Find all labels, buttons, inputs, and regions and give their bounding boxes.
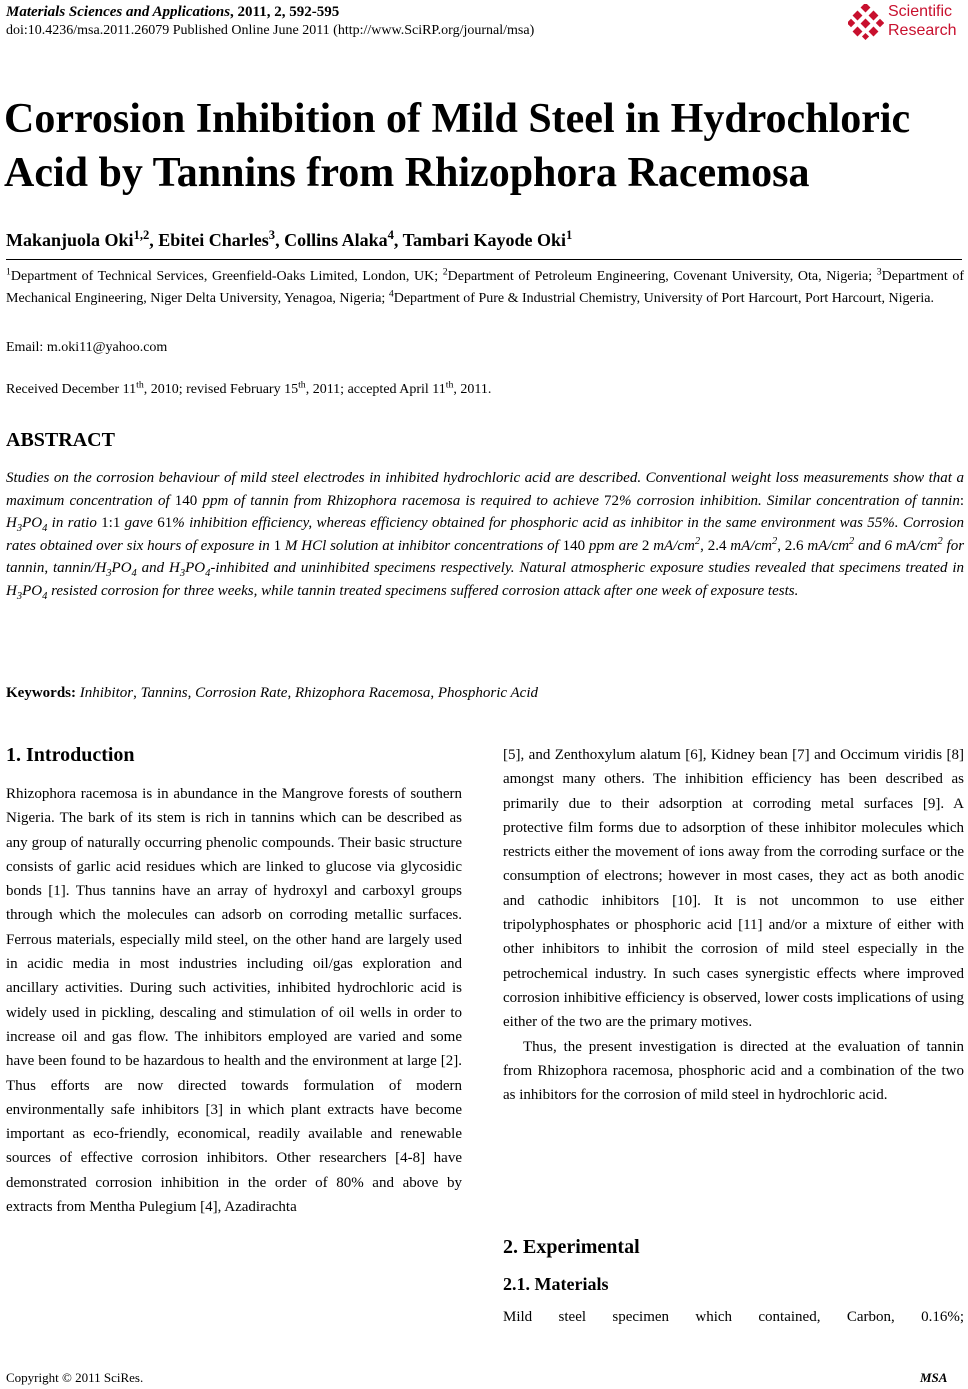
scientific-research-logo-icon — [848, 4, 884, 40]
abstract-run: : — [959, 492, 964, 509]
author: Tambari Kayode Oki$^1$ — [402, 228, 573, 250]
abstract-run: mA/cm — [649, 537, 695, 554]
abstract-run: 4 — [205, 568, 211, 579]
abstract-run: 1 — [273, 537, 282, 554]
abstract-run: and 6 mA/cm — [854, 537, 938, 554]
abstract-run: and H — [136, 560, 180, 576]
keywords: Keywords: Inhibitor, Tannins, Corrosion Rate, Rhizophora Racemosa, Phosphoric Acid — [6, 685, 538, 701]
abstract-run: Studies on the corrosion behaviour of mild steel electrodes in inhibited hydrochloric acid are described. Conventional weight loss measurements show that a maximum concentration of — [6, 470, 964, 509]
author-list — [6, 228, 572, 252]
abstract-run: 4 — [42, 523, 48, 534]
abstract-run: % corrosion inhibition. Similar concentration of tannin — [619, 492, 960, 509]
section-heading-introduction: 1. Introduction — [6, 744, 135, 766]
abstract-run: 4 — [42, 590, 48, 602]
author: Ebitei Charles$^3$, — [158, 228, 285, 250]
paragraph: [5], and Zenthoxylum alatum [6], Kidney bean [7] and Occimum viridis [8] amongst many others. The inhibition efficiency has been described as primarily due to their adsorption at corroding metal surfaces [9]. A protective film forms due to adsorption of these inhibitor molecules which restricts either the movement of ions away from the corroding surface or the consumption of electrons; however in most cases, they act as both anodic and cathodic inhibitors [10]. It is not uncommon to use either tripolyphosphates or phosphoric acid [11] and/or a mixture of either with other inhibitors to inhibit the corrosion of mild steel especially in the petrochemical industry. In such cases synergistic effects where improved corrosion inhibitive efficiency is observed, lower costs implications of using either of the two are the primary motives. — [503, 747, 964, 1031]
abstract-run: 4 — [131, 568, 137, 579]
abstract-run: , 2.6 — [777, 537, 804, 554]
abstract-run: 72 — [604, 492, 620, 509]
section-heading-experimental: 2. Experimental — [503, 1236, 640, 1258]
abstract-run: PO — [22, 515, 43, 531]
paragraph: Rhizophora racemosa is in abundance in the Mangrove forests of southern Nigeria. The bark of its stem is rich in tannins which can be described as any group of naturally occurring phenolic compounds. Their basic structure consists of garlic acid residues which are linked to glucose via glycosidic bonds [1]. Thus tannins have an array of hydroxyl and carboxyl groups through which the molecules can adsorb on corroding metallic surfaces. Ferrous materials, especially mild steel, on the other hand are largely used in acidic media in most industries including oil/gas exploration and ancillary activities. During such activities, inhibited hydrochloric acid is widely used in pickling, descaling and stimulation of oil wells in order to increase oil and gas flow. The inhibitors employed are varied and some have been found to be hazardous to health and the environment at large [2]. Thus efforts are now directed towards formulation of modern environmentally safe inhibitors [3] in which plant extracts have become important as eco-friendly, economical, readily available and renewable sources of effective corrosion inhibitors. Other researchers [4-8] have demonstrated corrosion inhibition in the order of 80% and above by extracts from Mentha Pulegium [4], Azadirachta — [6, 786, 462, 1216]
abstract-run: 3 — [179, 568, 186, 579]
doi-line: doi:10.4236/msa.2011.26079 Published Online June 2011 (http://www.SciRP.org/journal/msa) — [6, 23, 535, 38]
abstract-run: resisted corrosion for three weeks, while tannin treated specimens suffered corrosion attack after one week of exposure tests. — [47, 582, 799, 599]
abstract-run: 3 — [16, 590, 23, 602]
abstract-run: % inhibition efficiency, whereas efficiency obtained for phosphoric acid as inhibitor in the same environment was 55%. Corrosion rates obtained over six hours of exposure in — [6, 515, 964, 554]
paragraph: Mild steel specimen which contained, Carbon, 0.16%; — [503, 1309, 964, 1325]
abstract-run: 2 — [937, 535, 943, 547]
subsection-heading-materials: 2.1. Materials — [503, 1274, 609, 1294]
abstract-run: 140 — [174, 492, 198, 509]
abstract-run: PO — [185, 560, 206, 576]
paragraph: Thus, the present investigation is directed at the evaluation of tannin from Rhizophora racemosa, phosphoric acid and a combination of the two as inhibitors for the corrosion of mild steel in hydrochloric acid. — [503, 1038, 964, 1104]
abstract-run: 2 — [694, 535, 701, 547]
abstract-run: ppm of tannin from Rhizophora racemosa is required to achieve — [197, 492, 605, 509]
abstract-heading: ABSTRACT — [6, 429, 115, 451]
abstract-run: 2 — [849, 535, 855, 547]
logo-text-line1: Scientific — [888, 3, 953, 20]
author: Makanjuola Oki$^{1,2}$, — [6, 228, 159, 250]
abstract-run: PO — [22, 582, 43, 599]
journal-citation — [6, 3, 339, 21]
abstract-run: 61 — [157, 515, 173, 531]
abstract-run: gave — [120, 515, 158, 531]
body-text-left-column — [6, 782, 462, 1219]
affiliations: $^1$Department of Technical Services, Greenfield-Oaks Limited, London, UK; $^2$Department of Petroleum Engineering, Covenant University, Ota, Nigeria; $^3$Department of Mechanical Engineering, Niger Delta University, Yenagoa, Nigeria; $^4$Department of Pure & Industrial Chemistry, University of Port Harcourt, Port Harcourt, Nigeria. — [6, 266, 965, 306]
paper-title: Corrosion Inhibition of Mild Steel in Hydrochloric Acid by Tannins from Rhizophora Racemosa — [4, 96, 911, 196]
author-divider — [6, 259, 962, 260]
abstract-run: H — [6, 515, 17, 531]
abstract-run: 3 — [106, 568, 112, 579]
abstract-run: tannin/H — [52, 560, 107, 576]
footer-journal-abbr: MSA — [920, 1370, 948, 1385]
publisher-logo — [848, 2, 966, 42]
body-text-right-column — [503, 743, 964, 1107]
abstract-run: ppm are — [585, 537, 642, 554]
received-dates: Received December 11th, 2010; revised February 15th, 2011; accepted April 11th, 2011. — [6, 379, 492, 397]
abstract-run: 140 — [562, 537, 586, 554]
contact-email: Email: m.oki11@yahoo.com — [6, 340, 168, 355]
abstract-text — [6, 467, 964, 602]
abstract-run: 2 — [771, 535, 778, 547]
keywords-label: Keywords — [6, 685, 71, 701]
journal-volume-info: , 2011, 2, 592-595 — [230, 4, 340, 20]
abstract-run: M HCl solution at inhibitor concentrations of — [281, 537, 563, 554]
author: Collins Alaka$^4$, — [284, 228, 403, 250]
abstract-run: 3 — [16, 523, 23, 534]
abstract-run: for tannin — [6, 537, 965, 576]
logo-text-line2: Research — [888, 22, 957, 39]
abstract-run: mA/cm — [803, 537, 850, 554]
abstract-run: 1:1 — [101, 515, 121, 531]
abstract-run: PO — [111, 560, 132, 576]
abstract-run: , — [44, 560, 53, 576]
abstract-run: , 2.4 — [700, 537, 727, 554]
abstract-run: in ratio — [47, 515, 102, 531]
journal-name: Materials Sciences and Applications — [6, 4, 231, 20]
abstract-run: -inhibited and uninhibited specimens respectively. Natural atmospheric exposure studies revealed that specimens treated in H — [6, 560, 964, 599]
abstract-run: 2 — [641, 537, 650, 554]
abstract-run: mA/cm — [726, 537, 772, 554]
footer-copyright: Copyright © 2011 SciRes. — [6, 1370, 144, 1385]
